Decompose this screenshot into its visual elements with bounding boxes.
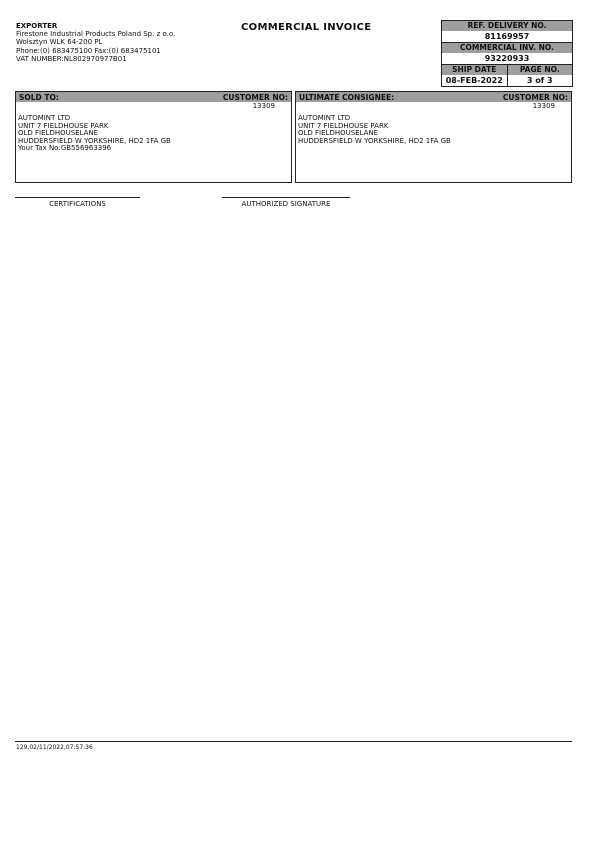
exporter-line: VAT NUMBER:NL802970977B01 (16, 54, 127, 63)
address-line: AUTOMINT LTD (298, 114, 351, 122)
footer-divider (15, 741, 572, 742)
address-line: OLD FIELDHOUSELANE (18, 129, 99, 138)
authorized-signature-label: AUTHORIZED SIGNATURE (241, 200, 331, 208)
address-line: UNIT 7 FIELDHOUSE PARK (18, 121, 109, 130)
ref-delivery-label: REF. DELIVERY NO. (442, 21, 572, 31)
customer-no-label: CUSTOMER NO: (222, 92, 288, 102)
sold-to-header (16, 92, 291, 102)
address-line: OLD FIELDHOUSELANE (298, 129, 379, 138)
customer-no-value: 13309 (532, 102, 555, 110)
page-no-label: PAGE NO. (507, 65, 573, 75)
address-line: HUDDERSFIELD W YORKSHIRE, HD2 1FA GB (18, 136, 171, 145)
commercial-inv-value: 93220933 (442, 53, 572, 65)
consignee-address (296, 115, 571, 145)
address-line: UNIT 7 FIELDHOUSE PARK (298, 121, 389, 130)
consignee-header (296, 92, 571, 102)
ship-date-value: 08-FEB-2022 (445, 76, 503, 85)
exporter-line: Firestone Industrial Products Poland Sp. z o.o. (16, 30, 176, 39)
exporter-line: Phone:(0) 683475100 Fax:(0) 683475101 (16, 46, 161, 55)
address-line: Your Tax No:GB556963396 (18, 144, 112, 153)
consignee-label: ULTIMATE CONSIGNEE: (299, 92, 395, 102)
ref-delivery-value: 81169957 (442, 31, 572, 43)
reference-box (441, 20, 573, 87)
document-title: COMMERCIAL INVOICE (241, 22, 372, 33)
sold-to-box (15, 91, 292, 183)
exporter-block (16, 22, 175, 63)
sold-to-address (16, 115, 291, 153)
ship-page-labels (442, 65, 572, 75)
commercial-inv-label: COMMERCIAL INV. NO. (442, 43, 572, 53)
ship-date-label: SHIP DATE (442, 65, 507, 75)
ship-page-values (442, 75, 572, 86)
certifications-label: CERTIFICATIONS (49, 200, 106, 208)
signature-line (222, 197, 350, 198)
footer-stamp: 129,02/11/2022,07:57:36 (16, 744, 93, 751)
page-no-value: 3 of 3 (507, 75, 573, 86)
customer-no-label: CUSTOMER NO: (502, 92, 568, 102)
address-line: AUTOMINT LTD (18, 114, 71, 122)
exporter-heading: EXPORTER (16, 22, 58, 30)
consignee-box (295, 91, 572, 183)
certifications-line (15, 197, 140, 198)
customer-no-value: 13309 (252, 102, 275, 110)
sold-to-label: SOLD TO: (19, 92, 59, 102)
address-line: HUDDERSFIELD W YORKSHIRE, HD2 1FA GB (298, 136, 451, 145)
exporter-line: Wolsztyn WLK 64-200 PL (16, 38, 103, 47)
